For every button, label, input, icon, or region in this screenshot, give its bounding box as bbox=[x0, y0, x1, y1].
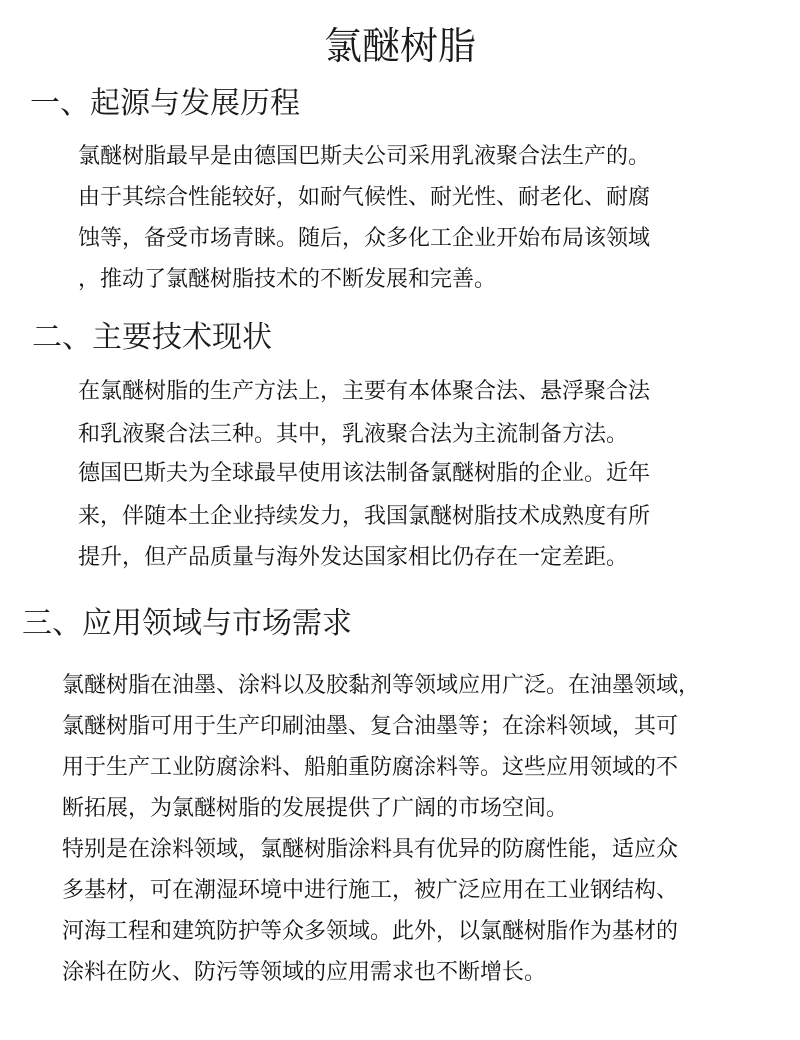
section-2-line: 提升，但产品质量与海外发达国家相比仍存在一定差距。 bbox=[78, 545, 629, 570]
section-3-line: 涂料在防火、防污等领域的应用需求也不断增长。 bbox=[62, 960, 547, 985]
section-2-line: 来，伴随本土企业持续发力，我国氯醚树脂技术成熟度有所 bbox=[78, 504, 651, 529]
section-2-line: 德国巴斯夫为全球最早使用该法制备氯醚树脂的企业。近年 bbox=[78, 461, 651, 486]
section-heading-origin: 一、起源与发展历程 bbox=[30, 86, 300, 121]
section-3-line: 特别是在涂料领域，氯醚树脂涂料具有优异的防腐性能，适应众 bbox=[62, 837, 679, 862]
section-2-line: 和乳液聚合法三种。其中，乳液聚合法为主流制备方法。 bbox=[78, 422, 629, 447]
section-3-line: 河海工程和建筑防护等众多领域。此外，以氯醚树脂作为基材的 bbox=[62, 919, 679, 944]
section-3-line: 氯醚树脂在油墨、涂料以及胶黏剂等领域应用广泛。在油墨领域， bbox=[62, 673, 701, 698]
section-1-line: 由于其综合性能较好，如耐气候性、耐光性、耐老化、耐腐 bbox=[78, 185, 651, 210]
section-1-line: 蚀等，备受市场青睐。随后，众多化工企业开始布局该领域 bbox=[78, 226, 651, 251]
section-1-line: ，推动了氯醚树脂技术的不断发展和完善。 bbox=[78, 267, 497, 292]
section-heading-applications: 三、应用领域与市场需求 bbox=[22, 606, 352, 641]
section-3-line: 氯醚树脂可用于生产印刷油墨、复合油墨等；在涂料领域，其可 bbox=[62, 714, 679, 739]
page-title: 氯醚树脂 bbox=[323, 24, 476, 68]
section-3-line: 用于生产工业防腐涂料、船舶重防腐涂料等。这些应用领域的不 bbox=[62, 755, 679, 780]
section-1-line: 氯醚树脂最早是由德国巴斯夫公司采用乳液聚合法生产的。 bbox=[78, 144, 651, 169]
section-3-line: 多基材，可在潮湿环境中进行施工，被广泛应用在工业钢结构、 bbox=[62, 878, 679, 903]
section-heading-technology: 二、主要技术现状 bbox=[32, 320, 272, 355]
section-2-line: 在氯醚树脂的生产方法上，主要有本体聚合法、悬浮聚合法 bbox=[78, 379, 651, 404]
section-3-line: 断拓展，为氯醚树脂的发展提供了广阔的市场空间。 bbox=[62, 796, 569, 821]
